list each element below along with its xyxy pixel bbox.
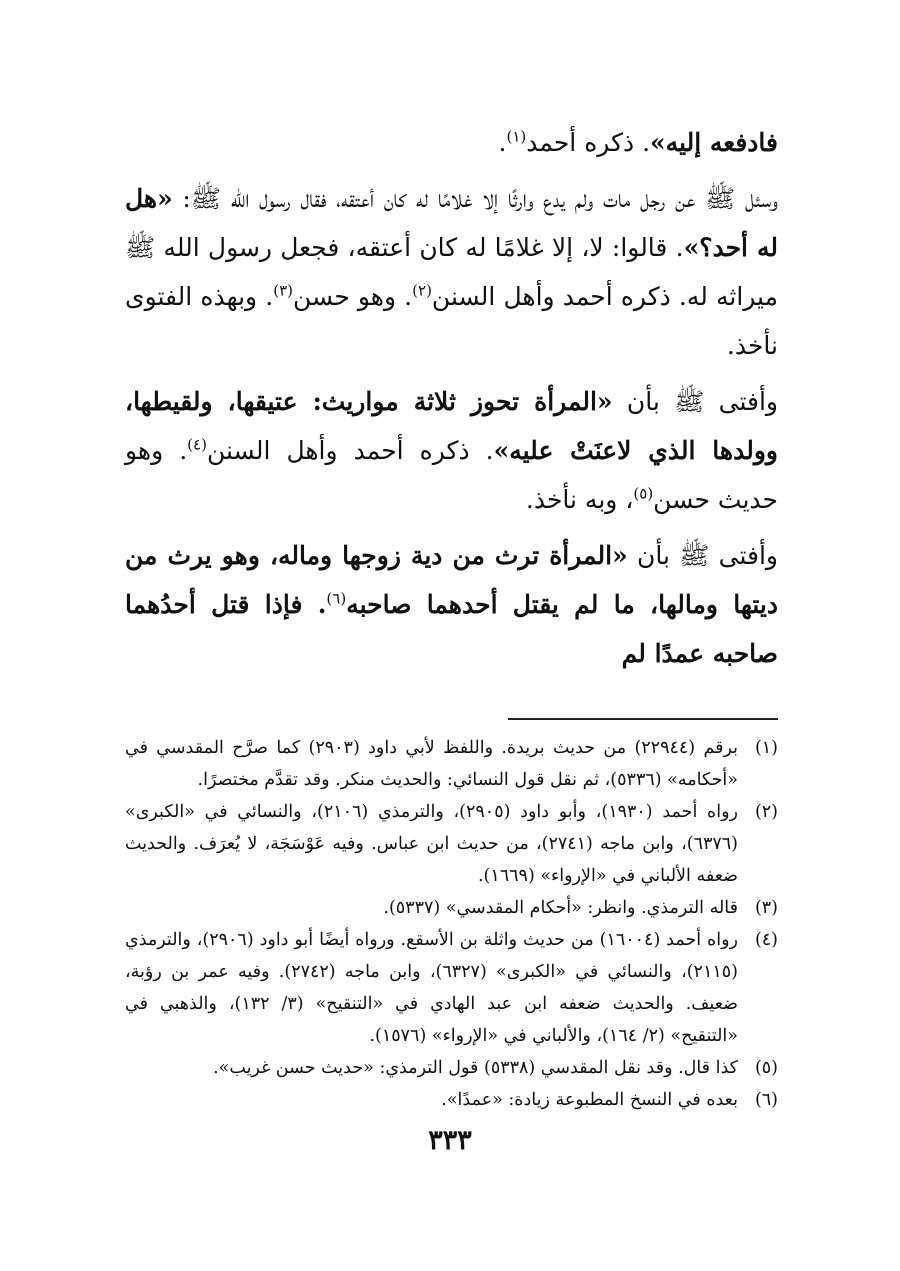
paragraph-2 bbox=[125, 174, 778, 370]
footnote-text: رواه أحمد (١٩٣٠)، وأبو داود (٢٩٠٥)، والترمذي (٢١٠٦)، والنسائي في «الكبرى» (٦٣٧٦)، وابن ماجه (٢٧٤١)، من حديث ابن عباس. وفيه عَوْسَجَة، لا يُعرَف. والحديث ضعفه الألباني في «الإرواء» (١٦٦٩). bbox=[125, 802, 738, 886]
paragraph-3 bbox=[125, 377, 778, 524]
para4-hadith: «المرأة ترث من دية زوجها وماله، وهو يرث من ديتها ومالها، ما لم يقتل أحدهما صاحبه bbox=[125, 541, 778, 619]
para3-end: ، وبه نأخذ. bbox=[525, 485, 634, 514]
footnote-ref-6[interactable]: (٦) bbox=[326, 589, 347, 608]
footnote-text: رواه أحمد (١٦٠٠٤) من حديث واثلة بن الأسقع. ورواه أيضًا أبو داود (٢٩٠٦)، والترمذي (٢١١٥)، والنسائي في «الكبرى» (٦٣٢٧)، وابن ماجه (٢٧٤٢). وفيه عمر بن رؤبة، ضعيف. والحديث ضعفه ابن عبد الهادي في «التنقيح» (٣/ ١٣٢)، والذهبي في «التنقيح» (٢/ ١٦٤)، والألباني في «الإرواء» (١٥٧٦). bbox=[125, 930, 738, 1046]
footnote-ref-3[interactable]: (٣) bbox=[273, 281, 293, 300]
footnote-number: (١) bbox=[754, 738, 778, 758]
para4-continuation: . فإذا قتل أحدُهما صاحبه عمدًا لم bbox=[125, 590, 778, 668]
para3-hadith: «المرأة تحوز ثلاثة مواريث: عتيقها، ولقيطها، وولدها الذي لاعنَتْ عليه» bbox=[125, 387, 778, 465]
footnote-3 bbox=[125, 892, 778, 924]
footnote-divider bbox=[508, 718, 778, 720]
footnote-6 bbox=[125, 1084, 778, 1116]
footnote-number: (٥) bbox=[754, 1058, 778, 1078]
footnote-1 bbox=[125, 732, 778, 796]
footnote-text: كذا قال. وقد نقل المقدسي (٥٣٣٨) قول الترمذي: «حديث حسن غريب». bbox=[213, 1058, 738, 1078]
footnote-number: (٢) bbox=[754, 802, 778, 822]
footnote-text: قاله الترمذي. وانظر: «أحكام المقدسي» (٥٣٣٧). bbox=[383, 898, 738, 918]
footnote-ref-2[interactable]: (٢) bbox=[412, 281, 432, 300]
paragraph-4 bbox=[125, 531, 778, 678]
footnote-text: برقم (٢٢٩٤٤) من حديث بريدة. واللفظ لأبي داود (٢٩٠٣) كما صرَّح المقدسي في «أحكامه» (٥٣٣٦)، ثم نقل قول النسائي: والحديث منكر. وقد تقدَّم مختصرًا. bbox=[125, 738, 738, 790]
para3-citation: . ذكره أحمد وأهل السنن bbox=[206, 436, 494, 465]
footnote-4 bbox=[125, 924, 778, 1052]
para2-grade: . وهو حسن bbox=[292, 282, 413, 311]
footnote-number: (٦) bbox=[754, 1090, 778, 1110]
para2-end: . وبهذه الفتوى نأخذ. bbox=[125, 282, 778, 360]
footnote-ref-4[interactable]: (٤) bbox=[187, 435, 207, 454]
footnote-2 bbox=[125, 796, 778, 892]
para4-intro: وأفتى ﷺ بأن bbox=[627, 541, 779, 570]
main-text bbox=[125, 118, 778, 678]
paragraph-1 bbox=[125, 118, 778, 167]
para1-citation: . ذكره أحمد bbox=[526, 128, 651, 157]
footnote-ref-5[interactable]: (٥) bbox=[633, 484, 654, 503]
footnote-text: بعده في النسخ المطبوعة زيادة: «عمدًا». bbox=[441, 1090, 738, 1110]
footnote-number: (٣) bbox=[754, 898, 778, 918]
page-number: ٣٣٣ bbox=[428, 1125, 472, 1156]
para3-grade: . وهو حديث حسن bbox=[125, 436, 778, 514]
footnote-5 bbox=[125, 1052, 778, 1084]
para3-intro: وأفتى ﷺ بأن bbox=[612, 387, 778, 416]
para1-end: . bbox=[498, 128, 507, 157]
para2-question: وسئل ﷺ عن رجل مات ولم يدع وارثًا إلا غلامًا له كان أعتقه، فقال رسول الله ﷺ: bbox=[172, 184, 778, 213]
para1-quote-end: فادفعه إليه» bbox=[650, 128, 778, 157]
footnotes-list bbox=[125, 732, 778, 1116]
footnote-number: (٤) bbox=[754, 930, 778, 950]
para2-answer: . قالوا: لا، إلا غلامًا له كان أعتقه، فجعل رسول الله ﷺ ميراثه له. ذكره أحمد وأهل السنن bbox=[125, 233, 778, 311]
footnote-ref-1[interactable]: (١) bbox=[506, 127, 527, 146]
para2-hadith: «هل له أحد؟» bbox=[125, 184, 778, 262]
